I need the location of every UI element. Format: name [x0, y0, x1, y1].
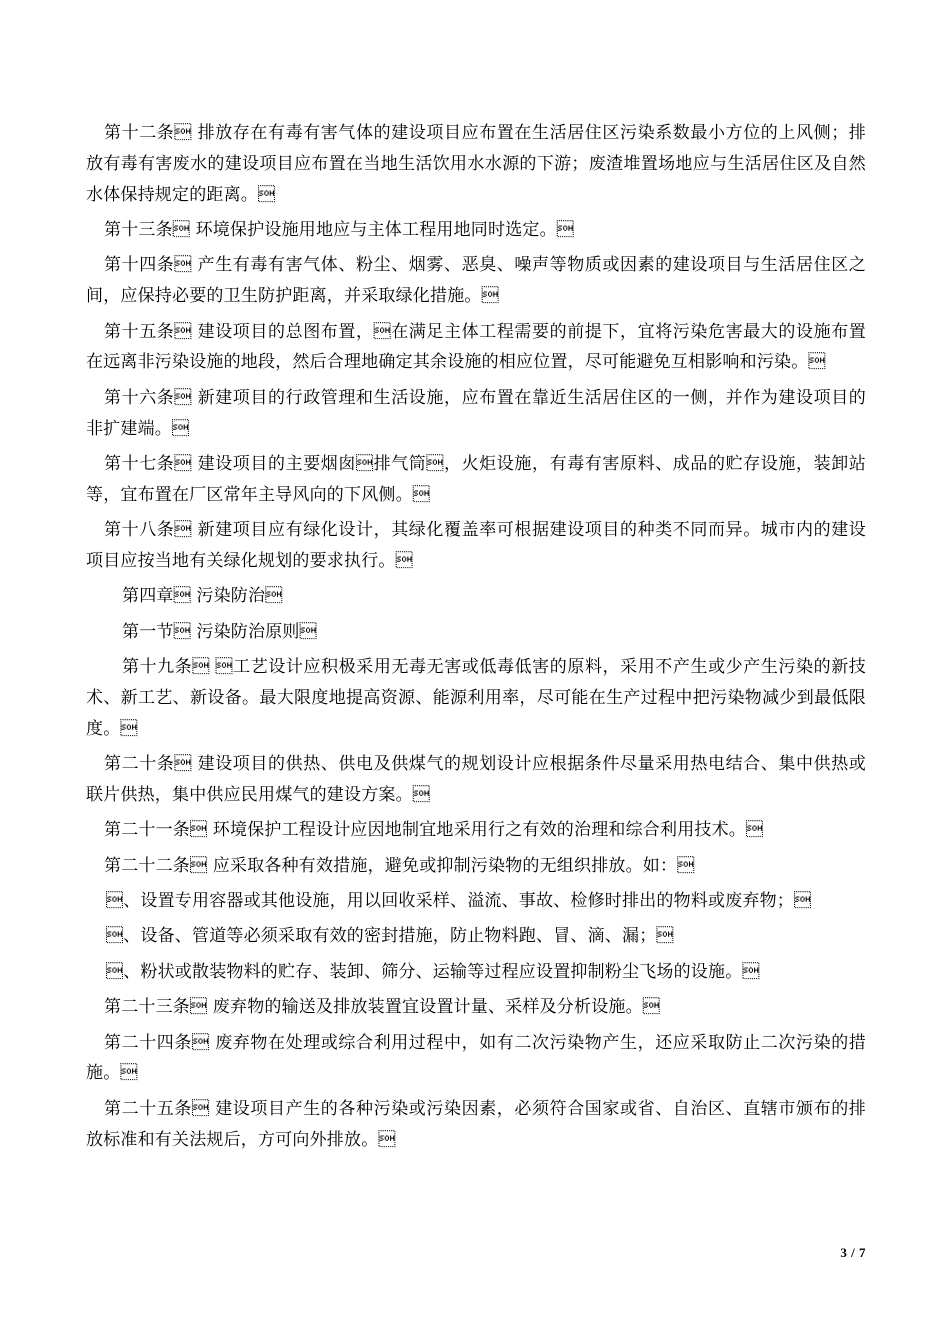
list-item: 、设置专用容器或其他设施，用以回收采样、溢流、事故、检修时排出的物料或废弃物； — [106, 891, 812, 912]
article-21-paragraph: 第二十一条 环境保护工程设计应因地制宜地采用行之有效的治理和综合利用技术。 — [104, 820, 764, 841]
article-25-paragraph: 第二十五条 建设项目产生的各种污染或污染因素，必须符合国家或省、自治区、直辖市颁布的排放标准和有关法规后，方可向外排放。 — [86, 1098, 866, 1150]
article-23-paragraph: 第二十三条 废弃物的输送及排放装置宜设置计量、采样及分析设施。 — [104, 997, 661, 1018]
page-number: 3 / 7 — [840, 1245, 866, 1260]
article-13-paragraph: 第十三条 环境保护设施用地应与主体工程用地同时选定。 — [104, 219, 575, 240]
article-16-paragraph: 第十六条 新建项目的行政管理和生活设施，应布置在靠近生活居住区的一侧，并作为建设项目的非扩建端。 — [86, 387, 866, 439]
article-12-paragraph: 第十二条 排放存在有毒有害气体的建设项目应布置在生活居住区污染系数最小方位的上风侧；排放有毒有害废水的建设项目应布置在当地生活饮用水水源的下游；废渣堆置场地应与生活居住区及自然水体保持规定的距离。 — [86, 123, 866, 205]
list-item: 、粉状或散装物料的贮存、装卸、筛分、运输等过程应设置抑制粉尘飞场的设施。 — [106, 961, 760, 982]
article-17-paragraph: 第十七条 建设项目的主要烟囱排气筒，火炬设施，有毒有害原料、成品的贮存设施，装卸站等，宜布置在厂区常年主导风向的下风侧。 — [86, 453, 866, 505]
article-24-paragraph: 第二十四条 废弃物在处理或综合利用过程中，如有二次污染物产生，还应采取防止二次污染的措施。 — [86, 1032, 866, 1084]
article-20-paragraph: 第二十条 建设项目的供热、供电及供煤气的规划设计应根据条件尽量采用热电结合、集中供热或联片供热，集中供应民用煤气的建设方案。 — [86, 754, 866, 805]
document-body — [86, 118, 866, 1160]
article-18-paragraph: 第十八条 新建项目应有绿化设计，其绿化覆盖率可根据建设项目的种类不同而异。城市内的建设项目应按当地有关绿化规划的要求执行。 — [86, 520, 866, 571]
article-22-paragraph: 第二十二条 应采取各种有效措施，避免或抑制污染物的无组织排放。如： — [104, 855, 695, 876]
section-1-heading: 第一节 污染防治原则 — [122, 621, 317, 642]
article-19-paragraph: 第十九条 工艺设计应积极采用无毒无害或低毒低害的原料，采用不产生或少产生污染的新技术、新工艺、新设备。最大限度地提高资源、能源利用率，尽可能在生产过程中把污染物减少到最低限度。 — [86, 657, 866, 739]
list-item: 、设备、管道等必须采取有效的密封措施，防止物料跑、冒、滴、漏； — [106, 926, 674, 947]
article-14-paragraph: 第十四条 产生有毒有害气体、粉尘、烟雾、恶臭、噪声等物质或因素的建设项目与生活居住区之间，应保持必要的卫生防护距离，并采取绿化措施。 — [86, 255, 866, 307]
article-15-paragraph: 第十五条 建设项目的总图布置，在满足主体工程需要的前提下，宜将污染危害最大的设施布置在远离非污染设施的地段，然后合理地确定其余设施的相应位置，尽可能避免互相影响和污染。 — [86, 321, 866, 373]
chapter-4-heading: 第四章 污染防治 — [122, 586, 283, 607]
